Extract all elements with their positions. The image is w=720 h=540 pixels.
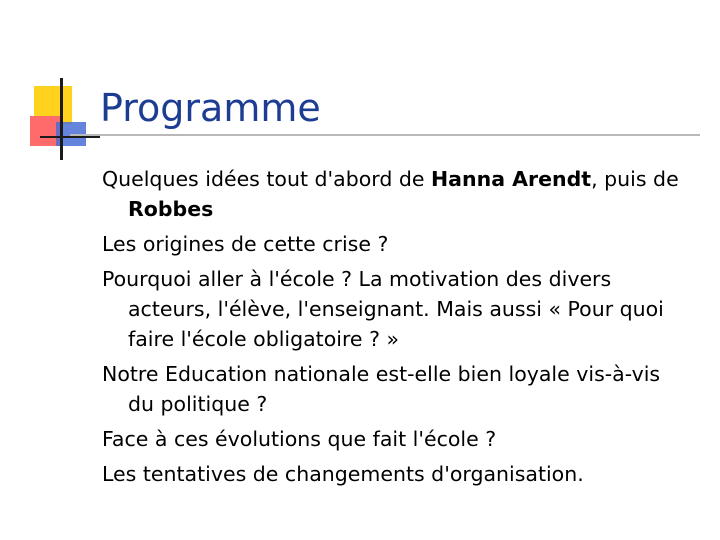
list-item-bold-name: Hanna Arendt bbox=[431, 167, 592, 191]
list-item-bold-name: Robbes bbox=[128, 197, 214, 221]
list-item bbox=[102, 164, 692, 224]
list-item-text: Pourquoi aller à l'école ? La motivation des divers acteurs, l'élève, l'enseignant. Mais aussi « Pour quoi faire l'école obligatoire ? » bbox=[102, 267, 664, 351]
list-item-text: Face à ces évolutions que fait l'école ? bbox=[102, 427, 497, 451]
list-item-text: , puis de bbox=[591, 167, 679, 191]
title-underline bbox=[70, 134, 700, 136]
slide-title: Programme bbox=[100, 86, 321, 130]
list-item bbox=[102, 229, 692, 259]
logo-horizontal-line bbox=[40, 136, 100, 138]
logo-vertical-line bbox=[60, 78, 63, 160]
list-item-text: Les tentatives de changements d'organisation. bbox=[102, 462, 584, 486]
list-item-text: Quelques idées tout d'abord de bbox=[102, 167, 432, 191]
bullet-list bbox=[102, 164, 692, 494]
list-item bbox=[102, 359, 692, 419]
list-item bbox=[102, 424, 692, 454]
slide-logo-decoration bbox=[30, 78, 100, 163]
list-item-text: Notre Education nationale est-elle bien loyale vis-à-vis du politique ? bbox=[102, 362, 661, 416]
list-item bbox=[102, 459, 692, 489]
list-item-text: Les origines de cette crise ? bbox=[102, 232, 389, 256]
list-item bbox=[102, 264, 692, 354]
